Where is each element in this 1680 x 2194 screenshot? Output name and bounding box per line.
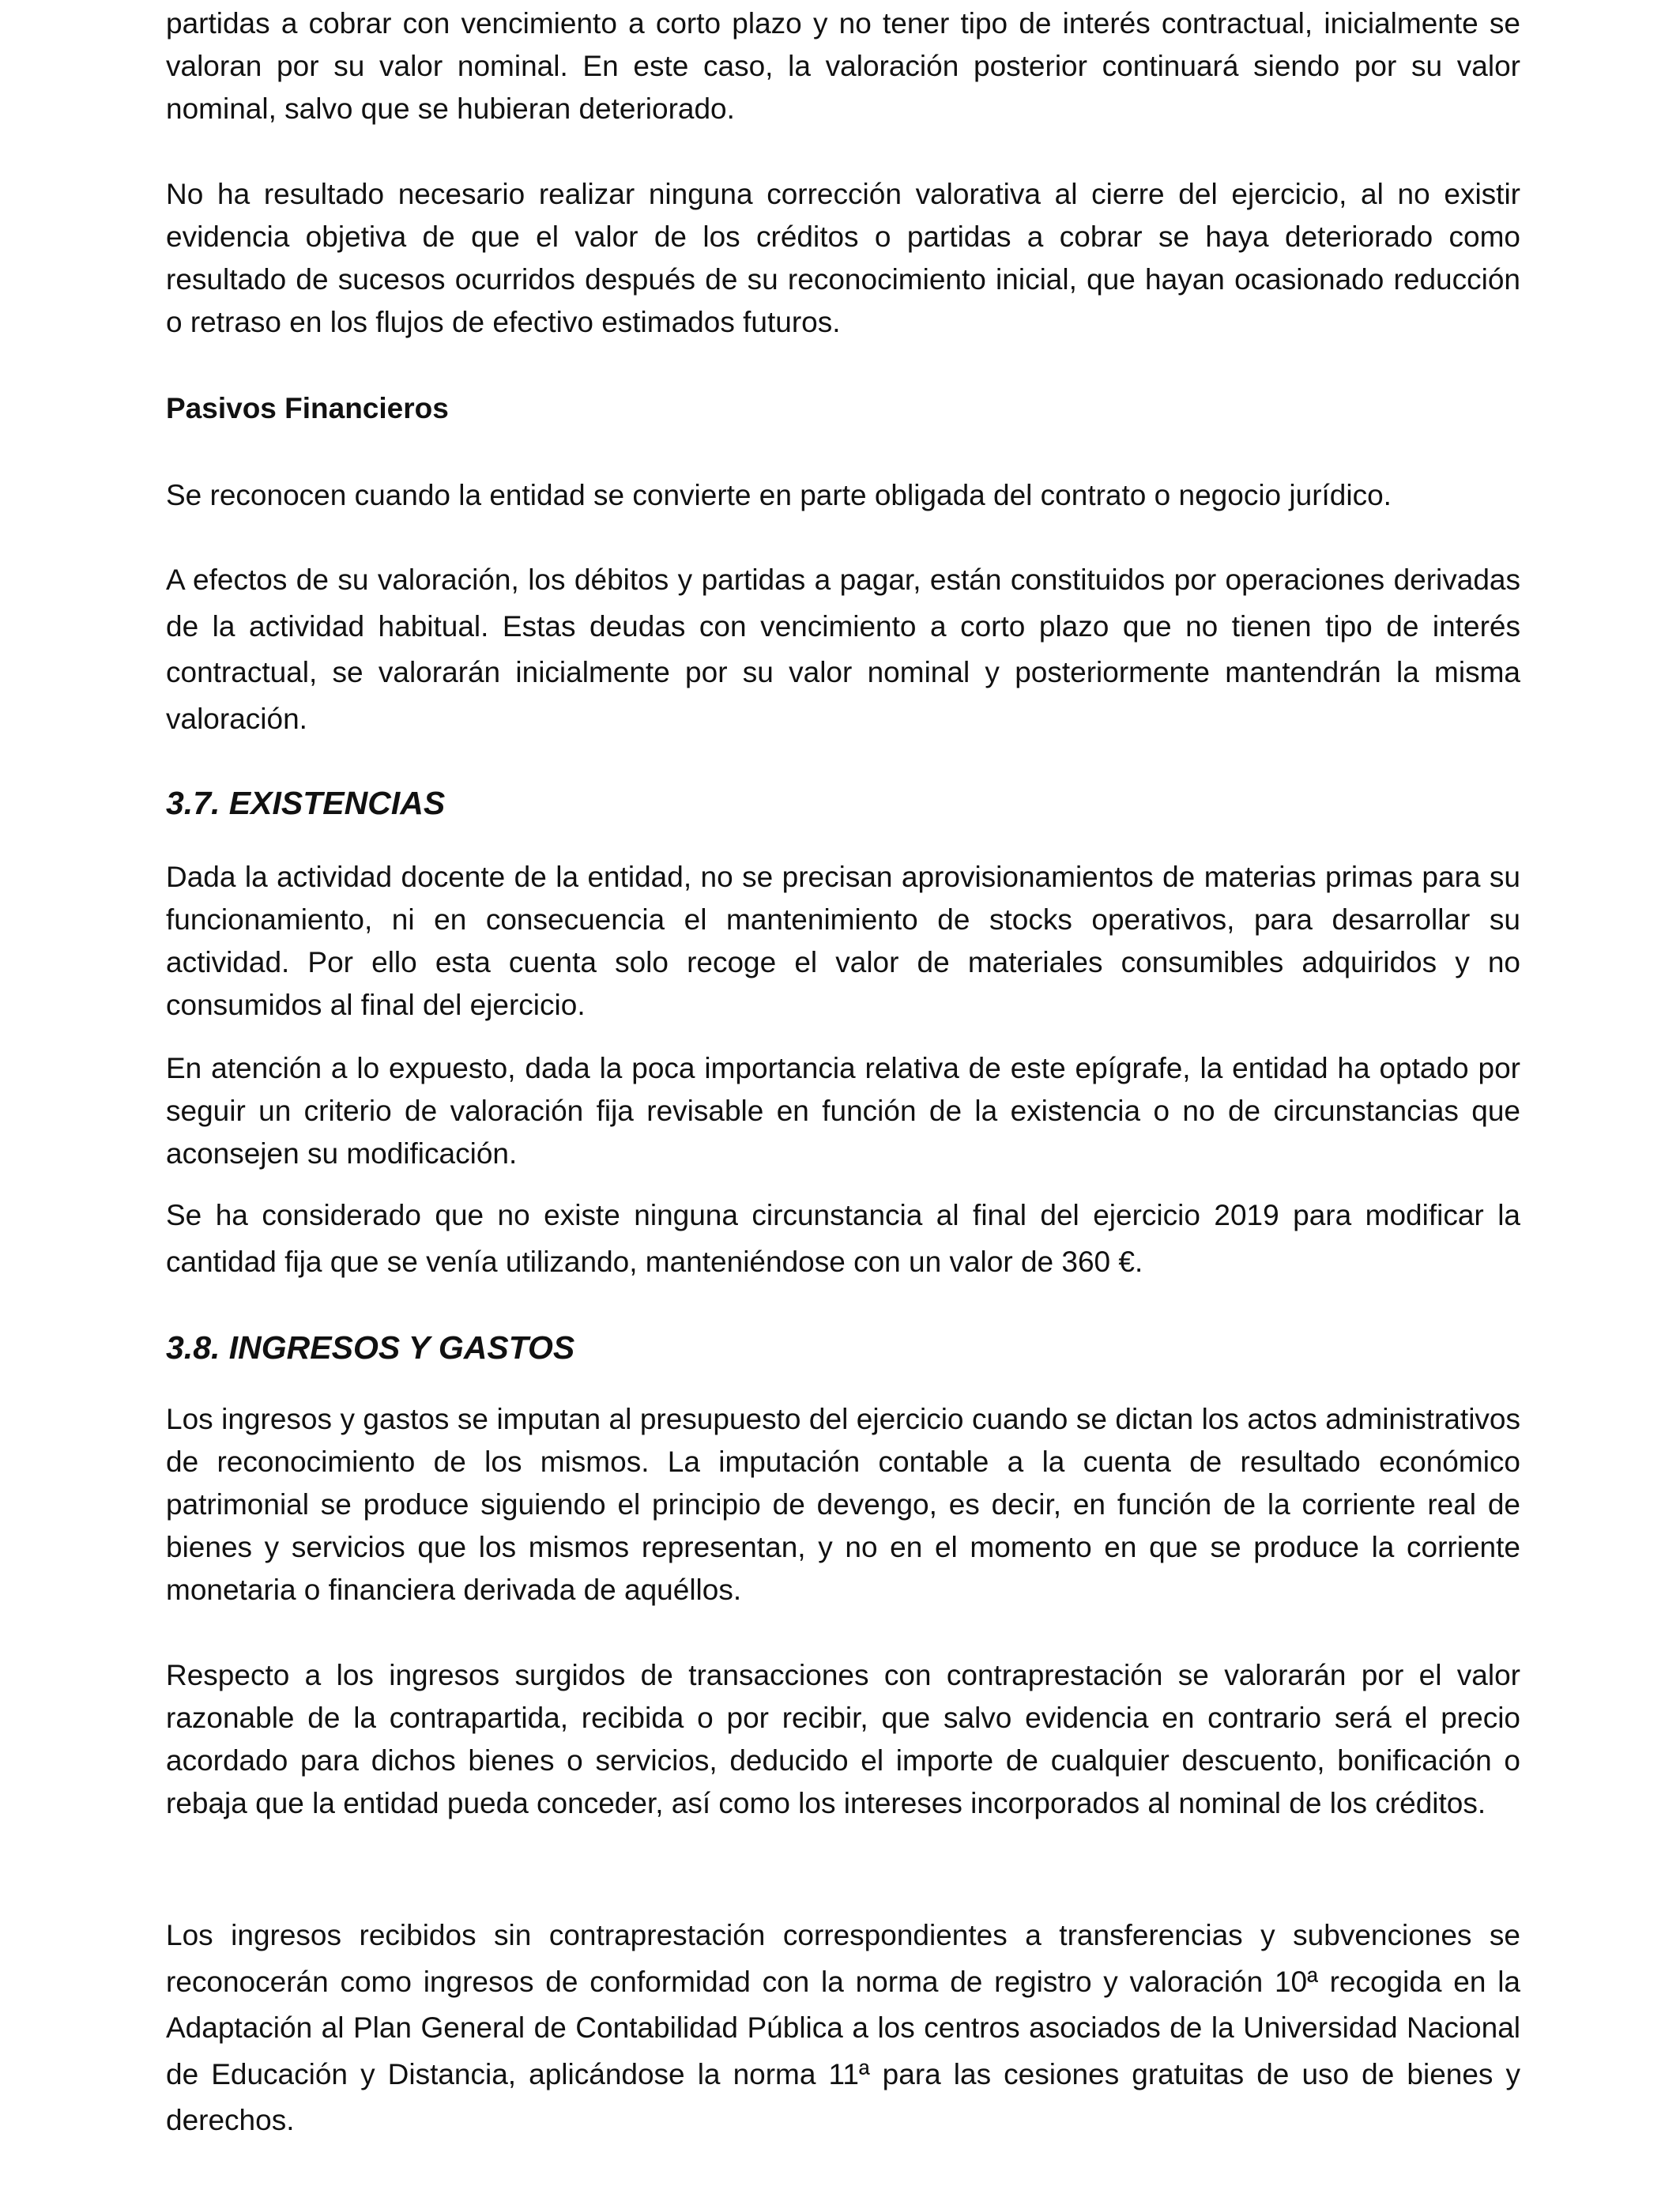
ingresos-gastos-paragraph-1: Los ingresos y gastos se imputan al presupuesto del ejercicio cuando se dictan los actos administrativos de reconocimiento de los mismos. La imputación contable a la cuenta de resultado económico patrimonial se produce siguiendo el principio de devengo, es decir, en función de la corriente real de bienes y servicios que los mismos representan, y no en el momento en que se produce la corriente monetaria o financiera derivada de aquéllos.: [166, 1403, 1520, 1606]
pasivos-financieros-heading: Pasivos Financieros: [166, 392, 449, 424]
pasivos-valuation-paragraph: A efectos de su valoración, los débitos y partidas a pagar, están constituidos por operaciones derivadas de la actividad habitual. Estas deudas con vencimiento a corto plazo que no tienen tipo de interés contractual, se valorarán inicialmente por su valor nominal y posteriormente mantendrán la misma valoración.: [166, 564, 1520, 735]
section-title-ingresos-gastos: 3.8. INGRESOS Y GASTOS: [166, 1329, 575, 1366]
ingresos-gastos-paragraph-3: Los ingresos recibidos sin contraprestación correspondientes a transferencias y subvenciones se reconocerán como ingresos de conformidad con la norma de registro y valoración 10ª recogida en la Adaptación al Plan General de Contabilidad Pública a los centros asociados de la Universidad Nacional de Educación y Distancia, aplicándose la norma 11ª para las cesiones gratuitas de uso de bienes y derechos.: [166, 1919, 1520, 2136]
existencias-paragraph-3: Se ha considerado que no existe ninguna circunstancia al final del ejercicio 2019 para modificar la cantidad fija que se venía utilizando, manteniéndose con un valor de 360 €.: [166, 1199, 1520, 1278]
existencias-paragraph-1: Dada la actividad docente de la entidad, no se precisan aprovisionamientos de materias primas para su funcionamiento, ni en consecuencia el mantenimiento de stocks operativos, para desarrollar su actividad. Por ello esta cuenta solo recoge el valor de materiales consumibles adquiridos y no consumidos al final del ejercicio.: [166, 861, 1520, 1021]
pasivos-recognition-paragraph: Se reconocen cuando la entidad se convierte en parte obligada del contrato o negocio jurídico.: [166, 479, 1392, 511]
section-title-existencias: 3.7. EXISTENCIAS: [166, 785, 446, 821]
intro-paragraph: partidas a cobrar con vencimiento a corto plazo y no tener tipo de interés contractual, inicialmente se valoran por su valor nominal. En este caso, la valoración posterior continuará siendo por su valor nominal, salvo que se hubieran deteriorado.: [166, 7, 1520, 125]
existencias-paragraph-2: En atención a lo expuesto, dada la poca importancia relativa de este epígrafe, la entidad ha optado por seguir un criterio de valoración fija revisable en función de la existencia o no de circunstancias que aconsejen su modificación.: [166, 1052, 1520, 1170]
impairment-paragraph: No ha resultado necesario realizar ninguna corrección valorativa al cierre del ejercicio, al no existir evidencia objetiva de que el valor de los créditos o partidas a cobrar se haya deteriorado como resultado de sucesos ocurridos después de su reconocimiento inicial, que hayan ocasionado reducción o retraso en los flujos de efectivo estimados futuros.: [166, 178, 1520, 338]
ingresos-gastos-paragraph-2: Respecto a los ingresos surgidos de transacciones con contraprestación se valorarán por el valor razonable de la contrapartida, recibida o por recibir, que salvo evidencia en contrario será el precio acordado para dichos bienes o servicios, deducido el importe de cualquier descuento, bonificación o rebaja que la entidad pueda conceder, así como los intereses incorporados al nominal de los créditos.: [166, 1659, 1520, 1819]
